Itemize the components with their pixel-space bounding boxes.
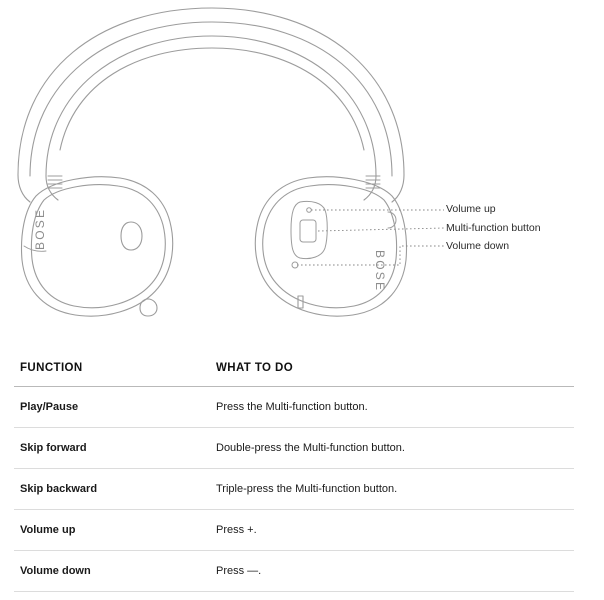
column-header-what-to-do: WHAT TO DO	[210, 356, 574, 387]
callout-label-volume-up: Volume up	[446, 203, 496, 215]
cell-function: Volume up	[14, 510, 210, 551]
cell-function: Skip backward	[14, 469, 210, 510]
function-table-wrapper	[14, 356, 574, 592]
table-header	[14, 356, 574, 387]
callout-label-multi-function-button: Multi-function button	[446, 221, 541, 234]
bose-logo-left: BOSE	[33, 207, 47, 250]
cell-what-to-do: Triple-press the Multi-function button.	[210, 469, 574, 510]
function-table	[14, 356, 574, 592]
table-body	[14, 387, 574, 592]
table-row	[14, 469, 574, 510]
table-row	[14, 387, 574, 428]
table-row	[14, 428, 574, 469]
table-header-row	[14, 356, 574, 387]
column-header-function: FUNCTION	[14, 356, 210, 387]
table-row	[14, 551, 574, 592]
cell-function: Volume down	[14, 551, 210, 592]
cell-function: Skip forward	[14, 428, 210, 469]
cell-function: Play/Pause	[14, 387, 210, 428]
bose-logo-right: BOSE	[373, 250, 387, 293]
table-row	[14, 510, 574, 551]
cell-what-to-do: Press +.	[210, 510, 574, 551]
callout-leader-lines	[297, 210, 444, 265]
cell-what-to-do: Press —.	[210, 551, 574, 592]
callout-label-group	[446, 200, 601, 256]
callout-label-volume-down: Volume down	[446, 240, 510, 252]
cell-what-to-do: Double-press the Multi-function button.	[210, 428, 574, 469]
cell-what-to-do: Press the Multi-function button.	[210, 387, 574, 428]
